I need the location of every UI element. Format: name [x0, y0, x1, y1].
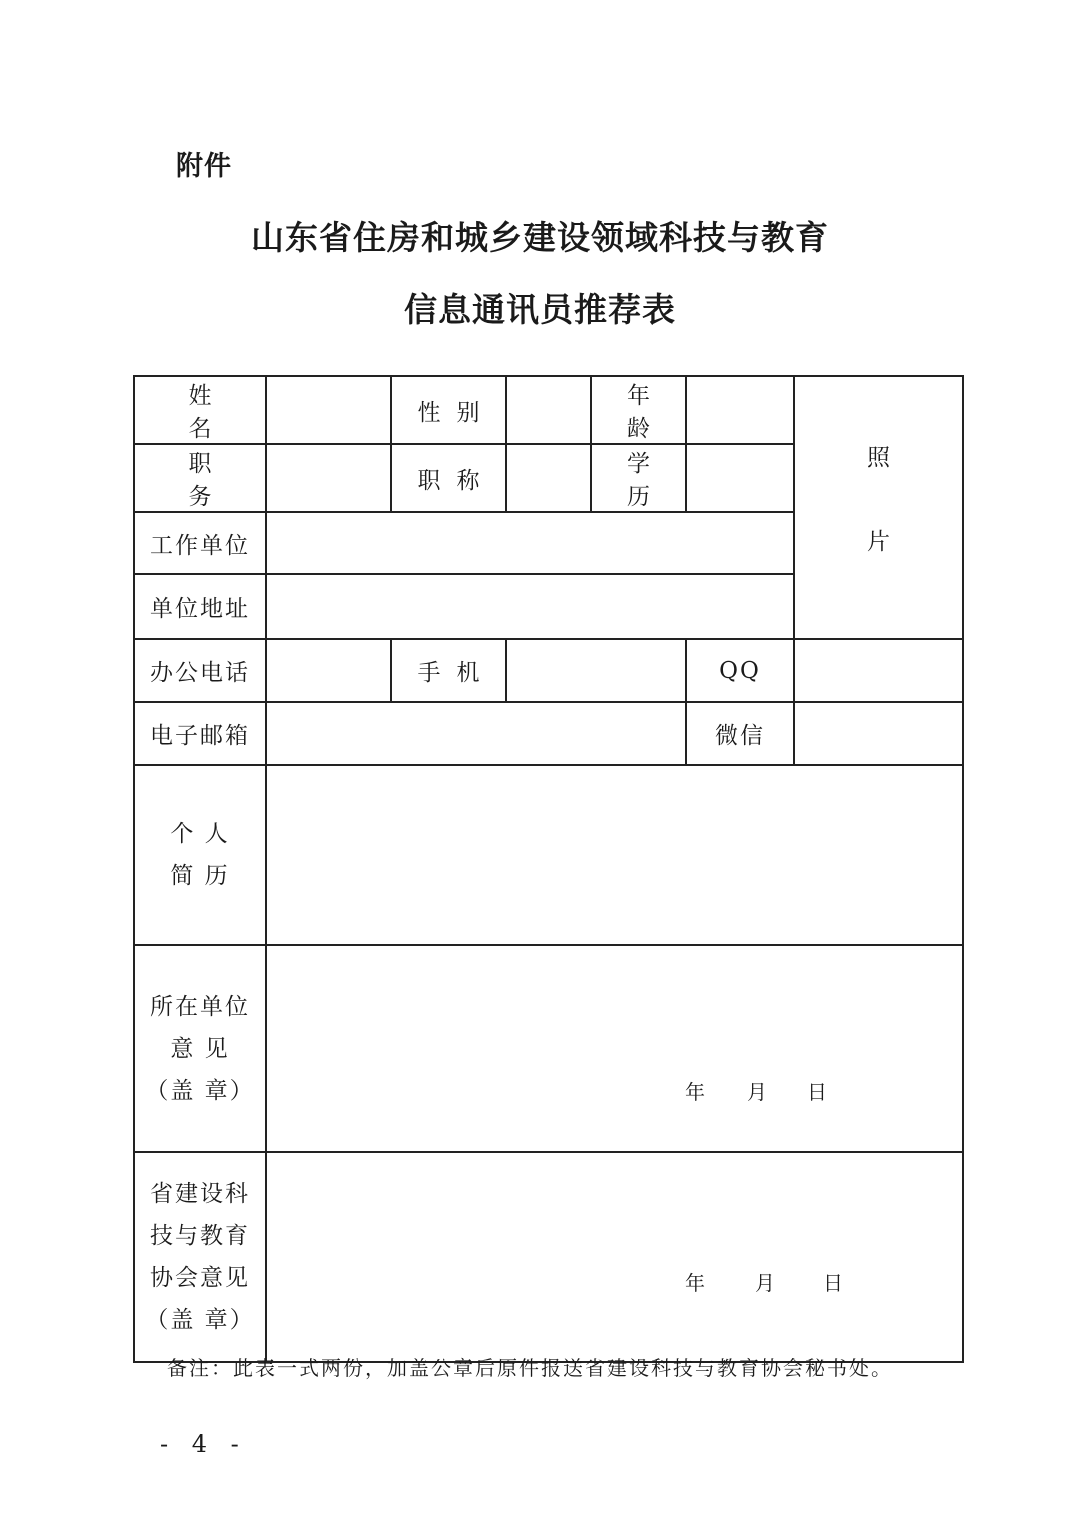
- unit-opinion-label: [134, 945, 266, 1152]
- age-label: 年龄: [591, 376, 686, 444]
- education-field[interactable]: [686, 444, 794, 512]
- qq-label: QQ: [686, 639, 794, 702]
- unit-opinion-line2: 意 见: [170, 1035, 230, 1062]
- recommendation-form: [133, 375, 964, 1363]
- email-label: 电子邮箱: [134, 702, 266, 765]
- association-opinion-line3: 协会意见: [150, 1265, 250, 1291]
- professional-title-label: 职称: [391, 444, 506, 512]
- work-unit-label: 工作单位: [134, 512, 266, 574]
- form-title-line2: 信息通讯员推荐表: [404, 290, 676, 329]
- association-opinion-label: [134, 1152, 266, 1362]
- association-opinion-line4: （盖 章）: [145, 1307, 255, 1333]
- office-phone-label: 办公电话: [134, 639, 266, 702]
- qq-field[interactable]: [794, 639, 963, 702]
- photo-char-1: 照: [867, 445, 890, 471]
- age-field[interactable]: [686, 376, 794, 444]
- unit-opinion-line3: （盖 章）: [145, 1077, 255, 1104]
- resume-field[interactable]: [266, 765, 963, 945]
- unit-address-label: 单位地址: [134, 574, 266, 639]
- association-opinion-field[interactable]: [266, 1152, 963, 1362]
- name-label: 姓名: [134, 376, 266, 444]
- professional-title-field[interactable]: [506, 444, 591, 512]
- gender-label: 性别: [391, 376, 506, 444]
- mobile-field[interactable]: [506, 639, 686, 702]
- photo-box[interactable]: [794, 376, 963, 639]
- work-unit-field[interactable]: [266, 512, 794, 574]
- office-phone-field[interactable]: [266, 639, 391, 702]
- assoc-date-year: 年: [685, 1271, 705, 1295]
- name-field[interactable]: [266, 376, 391, 444]
- wechat-label: 微信: [686, 702, 794, 765]
- unit-date-year: 年: [685, 1080, 705, 1104]
- resume-label-line1: 个 人: [170, 821, 230, 847]
- mobile-label: 手机: [391, 639, 506, 702]
- resume-label-line2: 简 历: [170, 863, 230, 889]
- unit-date-month: 月: [747, 1080, 767, 1104]
- unit-opinion-line1: 所在单位: [150, 993, 250, 1020]
- unit-address-field[interactable]: [266, 574, 794, 639]
- remark-note: 备注：此表一式两份，加盖公章后原件报送省建设科技与教育协会秘书处。: [167, 1356, 893, 1380]
- attachment-label: 附件: [176, 151, 232, 182]
- email-field[interactable]: [266, 702, 686, 765]
- wechat-field[interactable]: [794, 702, 963, 765]
- photo-char-2: 片: [867, 529, 890, 555]
- association-opinion-line1: 省建设科: [150, 1181, 250, 1207]
- assoc-date-day: 日: [823, 1271, 843, 1295]
- unit-date-day: 日: [807, 1080, 827, 1104]
- education-label: 学历: [591, 444, 686, 512]
- form-title-line1: 山东省住房和城乡建设领域科技与教育: [251, 218, 829, 257]
- assoc-date-month: 月: [755, 1271, 775, 1295]
- position-field[interactable]: [266, 444, 391, 512]
- resume-label: [134, 765, 266, 945]
- page-number: - 4 -: [160, 1430, 247, 1458]
- association-opinion-line2: 技与教育: [150, 1223, 250, 1249]
- gender-field[interactable]: [506, 376, 591, 444]
- position-label: 职务: [134, 444, 266, 512]
- unit-opinion-field[interactable]: [266, 945, 963, 1152]
